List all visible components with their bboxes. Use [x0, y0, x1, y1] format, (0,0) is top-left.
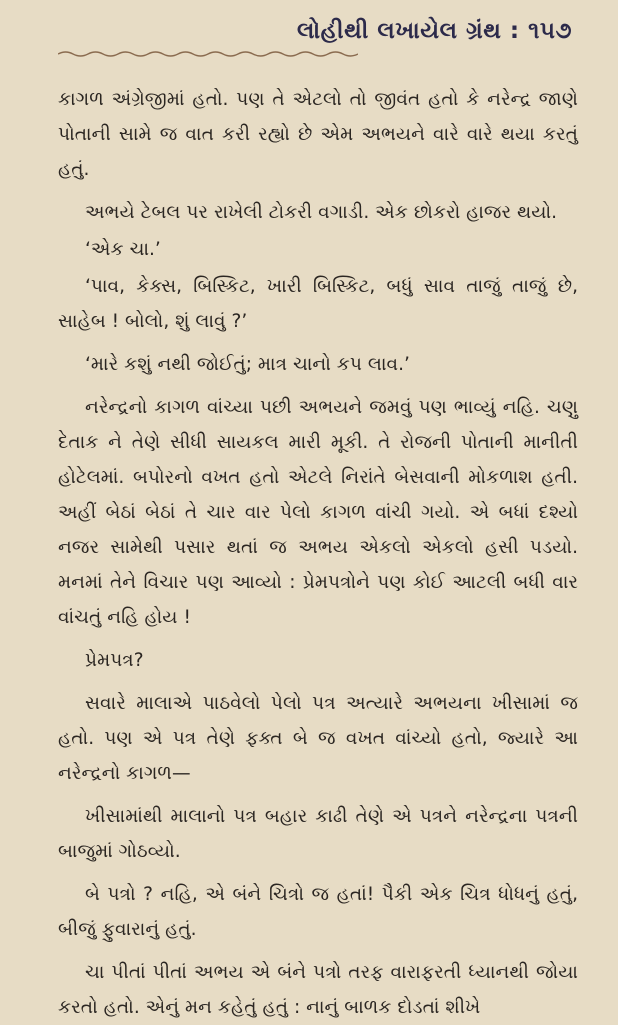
running-header	[58, 18, 572, 44]
header-title: લોહીથી લખાયેલ ગ્રંથ : ૧૫૭	[297, 18, 572, 44]
paragraph: ચા પીતાં પીતાં અભય એ બંને પત્રો તરફ વારાફરતી ધ્યાનથી જોયા કરતો હતો. એનું મન કહેતું હતું : નાનું બાળક દોડતાં શીખે	[58, 962, 578, 1018]
paragraph: કાગળ અંગ્રેજીમાં હતો. પણ તે એટલો તો જીવંત હતો કે નરેન્દ્ર જાણે પોતાની સામે જ વાત કરી રહ્યો છે એમ અભયને વારે વારે થયા કરતું હતું.	[58, 89, 578, 180]
paragraph: સવારે માલાએ પાઠવેલો પેલો પત્ર અત્યારે અભયના ખીસામાં જ હતો. પણ એ પત્ર તેણે ફક્ત બે જ વખત વાંચ્યો હતો, જ્યારે આ નરેન્દ્રનો કાગળ—	[58, 693, 578, 784]
paragraph: અભયે ટેબલ પર રાખેલી ટોકરી વગાડી. એક છોકરો હાજર થયો.	[85, 202, 558, 223]
paragraph: નરેન્દ્રનો કાગળ વાંચ્યા પછી અભયને જમવું પણ ભાવ્યું નહિ. ચણુ દેતાક ને તેણે સીધી સાયકલ મારી મૂકી. તે રોજની પોતાની માનીતી હોટેલમાં. બપોરનો વખત હતો એટલે નિરાંતે બેસવાની મોકળાશ હતી. અહીં બેઠાં બેઠાં તે ચાર વાર પેલો કાગળ વાંચી ગયો. એ બધાં દશ્યો નજર સામેથી પસાર થતાં જ અભય એકલો એકલો હસી પડયો. મનમાં તેને વિચાર પણ આવ્યો : પ્રેમપત્રોને પણ કોઈ આટલી બધી વાર વાંચતું નહિ હોય !	[58, 397, 578, 628]
paragraph: ખીસામાંથી માલાનો પત્ર બહાર કાઢી તેણે એ પત્રને નરેન્દ્રના પત્રની બાજુમાં ગોઠવ્યો.	[58, 806, 578, 862]
paragraph: બે પત્રો ? નહિ, એ બંને ચિત્રો જ હતાં! પૈકી એક ચિત્ર ધોધનું હતું, બીજું ફુવારાનું હતું.	[58, 884, 578, 940]
paragraph: પ્રેમપત્ર?	[85, 650, 144, 671]
header-decorative-rule	[58, 50, 358, 58]
paragraph: ‘એક ચા.’	[85, 239, 161, 260]
paragraph: ‘પાવ, કેક્સ, બિસ્કિટ, ખારી બિસ્કિટ, બધું સાવ તાજું તાજું છે, સાહેબ ! બોલો, શું લાવું ?’	[58, 276, 578, 332]
paragraph: ‘મારે કશું નથી જોઈતું; માત્ર ચાનો કપ લાવ.’	[85, 354, 410, 375]
